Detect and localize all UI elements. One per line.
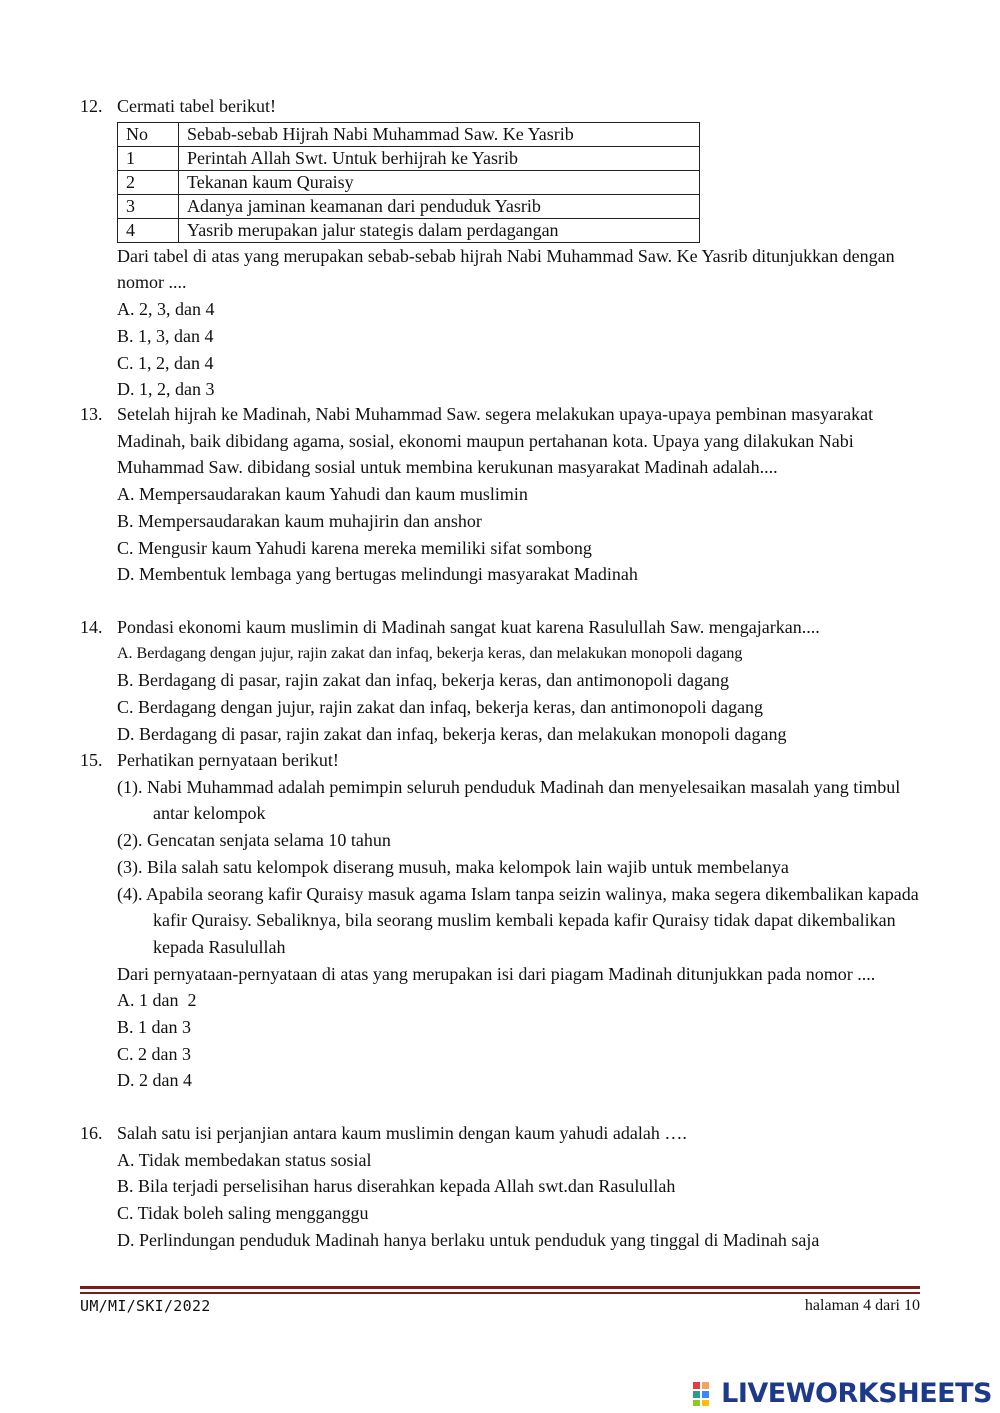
table-row <box>118 170 700 194</box>
question-stem: Pondasi ekonomi kaum muslimin di Madinah sangat kuat karena Rasulullah Saw. mengajarkan.... <box>117 617 820 637</box>
option-b[interactable]: B. 1 dan 3 <box>117 1017 191 1038</box>
option-a[interactable]: A. Mempersaudarakan kaum Yahudi dan kaum muslimin <box>117 484 528 505</box>
option-d[interactable]: D. Perlindungan penduduk Madinah hanya berlaku untuk penduduk yang tinggal di Madinah saja <box>117 1229 820 1250</box>
liveworksheets-grid-icon <box>693 1382 719 1406</box>
table-header-cause: Sebab-sebab Hijrah Nabi Muhammad Saw. Ke Yasrib <box>179 122 700 146</box>
question-12 <box>80 93 920 403</box>
statement-2: (2). Gencatan senjata selama 10 tahun <box>117 830 391 851</box>
option-c[interactable]: C. 1, 2, dan 4 <box>117 352 214 373</box>
question-number: 15. <box>80 750 103 770</box>
table-cell-cause: Adanya jaminan keamanan dari penduduk Yasrib <box>179 194 700 218</box>
page-number: halaman 4 dari 10 <box>804 1297 920 1314</box>
table-header-no: No <box>118 122 179 146</box>
question-number: 16. <box>80 1123 103 1143</box>
footer-divider-thin <box>80 1292 920 1294</box>
table-cell-no: 2 <box>118 170 179 194</box>
option-d[interactable]: D. Membentuk lembaga yang bertugas melindungi masyarakat Madinah <box>117 564 638 585</box>
question-14 <box>80 614 920 748</box>
table-cell-cause: Perintah Allah Swt. Untuk berhijrah ke Yasrib <box>179 146 700 170</box>
question-15 <box>80 747 920 1094</box>
table-cell-cause: Tekanan kaum Quraisy <box>179 170 700 194</box>
question-text: Dari tabel di atas yang merupakan sebab-sebab hijrah Nabi Muhammad Saw. Ke Yasrib ditunjukkan dengan nomor .... <box>117 245 895 293</box>
question-number: 12. <box>80 96 103 116</box>
option-b[interactable]: B. 1, 3, dan 4 <box>117 325 214 346</box>
option-d[interactable]: D. 1, 2, dan 3 <box>117 379 215 400</box>
option-b[interactable]: B. Bila terjadi perselisihan harus diserahkan kepada Allah swt.dan Rasulullah <box>117 1176 676 1197</box>
option-a[interactable]: A. Berdagang dengan jujur, rajin zakat dan infaq, bekerja keras, dan melakukan monopoli dagang <box>117 644 743 662</box>
statement-4: (4). Apabila seorang kafir Quraisy masuk agama Islam tanpa seizin walinya, maka segera dikembalikan kapada kafir Quraisy. Sebaliknya, bila seorang muslim kembali kepada kafir Quraisy tidak dapat dikembalikan kepada Rasulullah <box>117 883 919 957</box>
question-stem: Salah satu isi perjanjian antara kaum muslimin dengan kaum yahudi adalah …. <box>117 1123 687 1143</box>
option-c[interactable]: C. 2 dan 3 <box>117 1043 191 1064</box>
question-stem: Cermati tabel berikut! <box>117 96 276 116</box>
liveworksheets-logo[interactable] <box>693 1378 992 1409</box>
option-a[interactable]: A. Tidak membedakan status sosial <box>117 1149 372 1170</box>
question-stem: Setelah hijrah ke Madinah, Nabi Muhammad Saw. segera melakukan upaya-upaya pembinan masyarakat Madinah, baik dibidang agama, sosial, ekonomi maupun pertahanan kota. Upaya yang dilakukan Nabi Muhammad Saw. dibidang sosial untuk membina kerukunan masyarakat Madinah adalah.... <box>117 404 874 478</box>
option-a[interactable]: A. 1 dan 2 <box>117 990 197 1011</box>
option-d[interactable]: D. Berdagang di pasar, rajin zakat dan infaq, bekerja keras, dan melakukan monopoli dagang <box>117 723 787 744</box>
footer-divider-thick <box>80 1286 920 1289</box>
statement-1: (1). Nabi Muhammad adalah pemimpin seluruh penduduk Madinah dan menyelesaikan masalah yang timbul antar kelompok <box>117 776 901 824</box>
table-row <box>118 218 700 242</box>
option-b[interactable]: B. Berdagang di pasar, rajin zakat dan infaq, bekerja keras, dan antimonopoli dagang <box>117 670 730 691</box>
option-d[interactable]: D. 2 dan 4 <box>117 1070 192 1091</box>
hijrah-causes-table <box>117 122 700 243</box>
table-cell-no: 4 <box>118 218 179 242</box>
question-number: 14. <box>80 617 103 637</box>
option-b[interactable]: B. Mempersaudarakan kaum muhajirin dan anshor <box>117 510 482 531</box>
statement-3: (3). Bila salah satu kelompok diserang musuh, maka kelompok lain wajib untuk membelanya <box>117 856 789 877</box>
brand-label: LIVEWORKSHEETS <box>721 1378 992 1409</box>
table-cell-no: 3 <box>118 194 179 218</box>
table-row <box>118 194 700 218</box>
page-footer <box>80 1297 920 1315</box>
question-text: Dari pernyataan-pernyataan di atas yang merupakan isi dari piagam Madinah ditunjukkan pada nomor .... <box>117 963 876 984</box>
table-cell-no: 1 <box>118 146 179 170</box>
question-13 <box>80 401 920 588</box>
option-a[interactable]: A. 2, 3, dan 4 <box>117 299 215 320</box>
question-stem: Perhatikan pernyataan berikut! <box>117 750 339 770</box>
option-c[interactable]: C. Mengusir kaum Yahudi karena mereka memiliki sifat sombong <box>117 537 592 558</box>
table-cell-cause: Yasrib merupakan jalur stategis dalam perdagangan <box>179 218 700 242</box>
option-c[interactable]: C. Tidak boleh saling mengganggu <box>117 1203 369 1224</box>
document-code: UM/MI/SKI/2022 <box>80 1297 211 1315</box>
question-number: 13. <box>80 404 103 424</box>
option-c[interactable]: C. Berdagang dengan jujur, rajin zakat dan infaq, bekerja keras, dan antimonopoli dagang <box>117 697 764 718</box>
table-header-row <box>118 122 700 146</box>
table-row <box>118 146 700 170</box>
question-16 <box>80 1120 920 1254</box>
